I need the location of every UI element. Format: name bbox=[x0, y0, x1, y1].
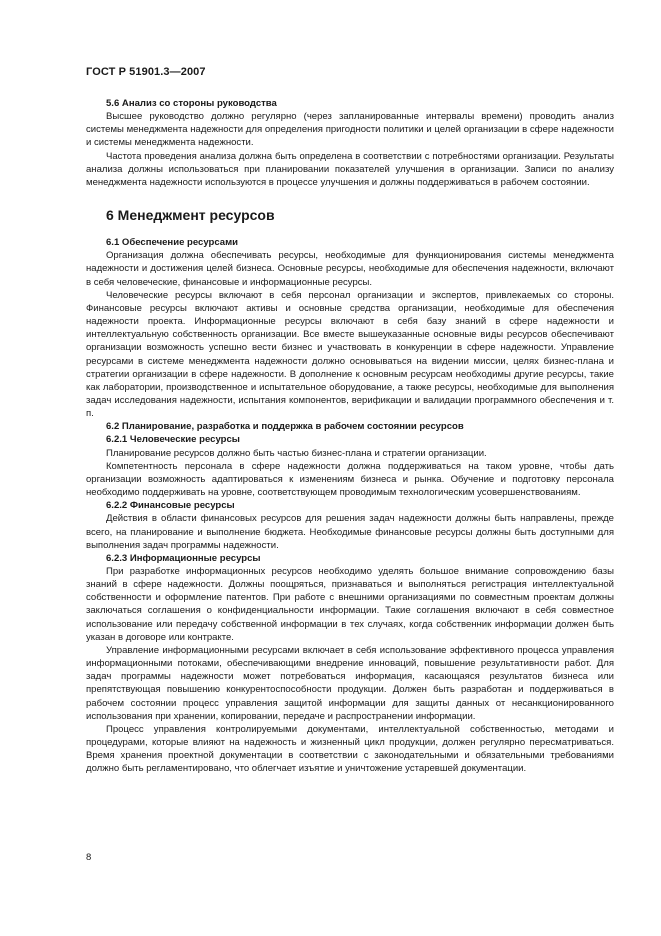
section-6-1-paragraph-2: Человеческие ресурсы включают в себя персонал организации и экспертов, привлекаемых со стороны. Финансовые ресурсы включают активы и основные средства организации, необходимые для обеспечения надежности проекта. Информационные ресурсы включают в себя базу знаний в сфере надежности и интеллектуальную собственность организации. Все вместе вышеуказанные основные виды ресурсов обеспечивают организации возможность успешно вести бизнес и участвовать в конкуренции в сфере надежности. Управление ресурсами в системе менеджмента надежности должно основываться на видении миссии, целях бизнес-плана и стратегии организации в сфере надежности. В дополнение к основным ресурсам необходимы другие ресурсы, такие как лаборатории, производственное и испытательное оборудование, а также ресурсы, необходимые для выполнения задач исследования надежности, испытания компонентов, верификации и валидации программного обеспечения и т. п. bbox=[86, 289, 614, 420]
section-6-2-3-paragraph-2: Управление информационными ресурсами включает в себя использование эффективного процесса управления информационными потоками, обеспечивающими внедрение инноваций, повышение результативности работ. Для задач программы надежности может потребоваться информация, касающаяся результатов бизнеса или препятствующая повышению конкурентоспособности продукции. Должен быть разработан и поддерживаться в рабочем состоянии процесс управления защитой информации для защиты данных от несанкционированного использования при хранении, копировании, передаче и распространении информации. bbox=[86, 644, 614, 722]
section-6-2-2-paragraph-1: Действия в области финансовых ресурсов для решения задач надежности должны быть направлены, прежде всего, на планирование и выполнение бюджета. Необходимые финансовые ресурсы должны быть доступными для выполнения задач программы надежности. bbox=[86, 513, 614, 551]
page-number: 8 bbox=[86, 852, 92, 863]
section-6-2-1-paragraph-1: Планирование ресурсов должно быть частью бизнес-плана и стратегии организации. bbox=[106, 447, 487, 459]
section-6-heading: 6 Менеджмент ресурсов bbox=[106, 207, 275, 224]
section-6-2-1-heading: 6.2.1 Человеческие ресурсы bbox=[106, 434, 240, 446]
document-body bbox=[86, 97, 614, 776]
section-6-1-paragraph-1: Организация должна обеспечивать ресурсы, необходимые для функционирования системы менеджмента надежности и достижения целей бизнеса. Основные ресурсы, необходимые для обеспечения надежности, включают в себя человеческие, финансовые и информационные ресурсы. bbox=[86, 250, 614, 288]
section-6-2-3-heading: 6.2.3 Информационные ресурсы bbox=[106, 552, 261, 564]
section-6-2-3-paragraph-3: Процесс управления контролируемыми документами, интеллектуальной собственностью, методами и процедурами, которые влияют на надежность и жизненный цикл продукции, должен регулярно пересматриваться. Время хранения проектной документации в соответствии с законодательными и обязательными требованиями должно быть регламентировано, что облегчает изъятие и уничтожение устаревшей документации. bbox=[86, 723, 614, 775]
section-6-2-heading: 6.2 Планирование, разработка и поддержка в рабочем состоянии ресурсов bbox=[106, 421, 464, 433]
section-5-6-paragraph-1: Высшее руководство должно регулярно (через запланированные интервалы времени) проводить анализ системы менеджмента надежности для определения пригодности политики и целей организации в сфере надежности и системы менеджмента надежности. bbox=[86, 111, 614, 149]
section-6-1-heading: 6.1 Обеспечение ресурсами bbox=[106, 237, 239, 249]
document-page bbox=[86, 0, 614, 936]
section-6-2-2-heading: 6.2.2 Финансовые ресурсы bbox=[106, 500, 235, 512]
section-6-2-1-paragraph-2: Компетентность персонала в сфере надежности должна поддерживаться на таком уровне, чтобы дать организации возможность адаптироваться к изменениям бизнеса и рынка. Обучение и подготовку персонала необходимо поддерживать на уровне, соответствующем проводимым технологическим усовершенствованиям. bbox=[86, 460, 614, 499]
section-6-2-3-paragraph-1: При разработке информационных ресурсов необходимо уделять большое внимание сопровождению базы знаний в сфере надежности. Должны поощряться, признаваться и выполняться регистрация интеллектуальной собственности и оформление патентов. При работе с внешними организациями по совместным проектам должны заключаться соглашения о конфиденциальности информации. Такие соглашения включают в себя совместное использование или передачу собственной информации в тех случаях, когда собственник информации должен быть указан в договоре или контракте. bbox=[86, 566, 614, 643]
document-code-header: ГОСТ Р 51901.3—2007 bbox=[86, 66, 206, 78]
section-5-6-paragraph-2: Частота проведения анализа должна быть определена в соответствии с потребностями организации. Результаты анализа должны использоваться при планировании показателей улучшения в организации. Записи по анализу менеджмента надежности используются в процессе улучшения и должны поддерживаться в рабочем состоянии. bbox=[86, 150, 614, 188]
section-5-6-heading: 5.6 Анализ со стороны руководства bbox=[106, 98, 277, 109]
